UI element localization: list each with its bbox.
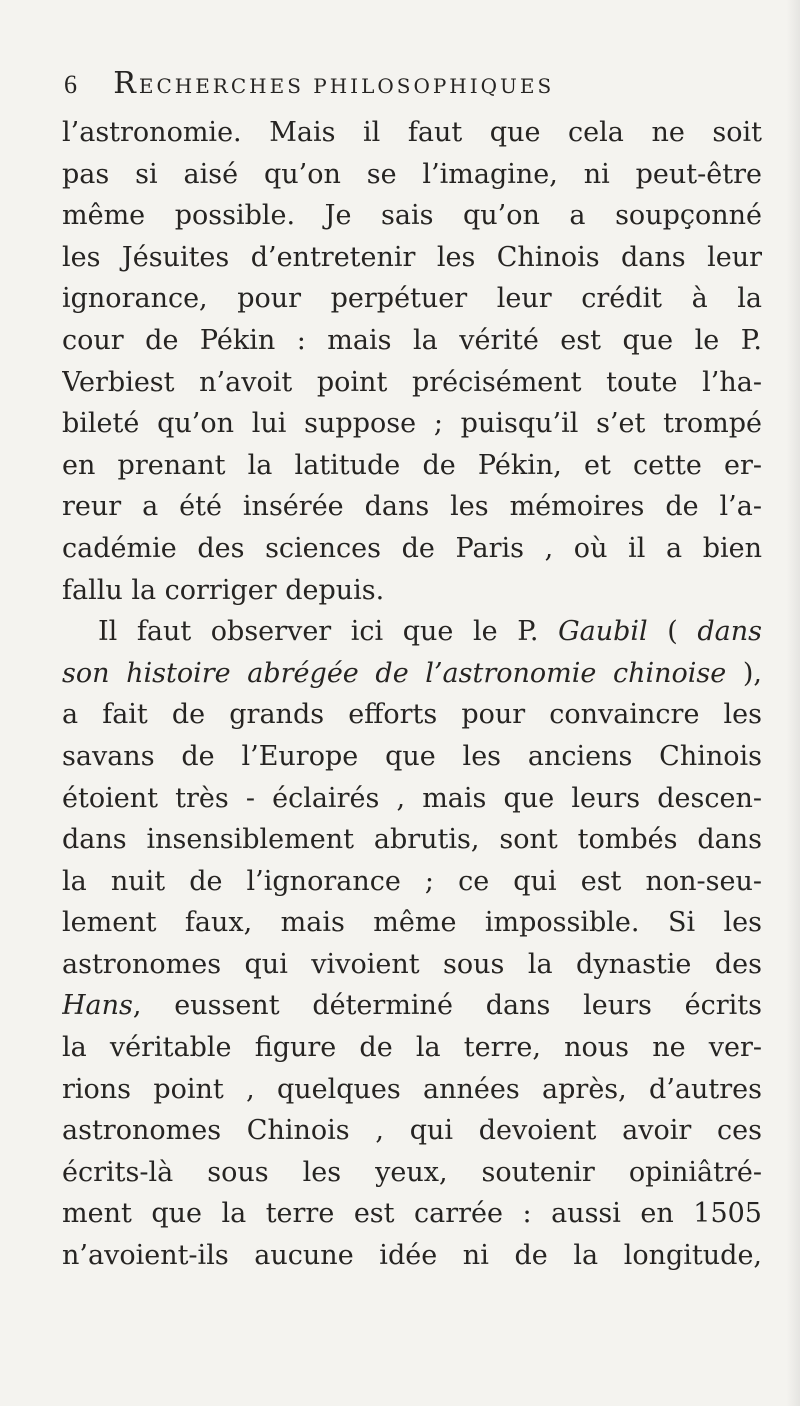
text-line: n’avoient-ils aucune idée ni de la longitude, <box>62 1240 762 1272</box>
text-line: ignorance, pour perpétuer leur crédit à la <box>62 283 762 315</box>
text-line: astronomes Chinois , qui devoient avoir ces <box>62 1115 762 1147</box>
text-line: les Jésuites d’entretenir les Chinois dans leur <box>62 241 762 273</box>
text-line <box>62 653 762 695</box>
text-line: ment que la terre est carrée : aussi en 1505 <box>62 1198 762 1230</box>
italic-text: dans <box>697 616 762 648</box>
page-number: 6 <box>64 70 80 99</box>
running-title-initial: R <box>113 66 139 101</box>
body-text <box>62 112 762 1277</box>
text-line: cour de Pékin : mais la vérité est que le P. <box>62 324 762 356</box>
author-name: Gaubil <box>558 616 648 648</box>
text-line: bileté qu’on lui suppose ; puisqu’il s’et trompé <box>62 408 762 440</box>
text-line: l’astronomie. Mais il faut que cela ne soit <box>62 117 762 148</box>
text-line: a fait de grands efforts pour convaincre les <box>62 699 762 731</box>
text-line: même possible. Je sais qu’on a soupçonné <box>62 200 762 232</box>
text-line: rions point , quelques années après, d’autres <box>62 1073 762 1105</box>
text-line: dans insensiblement abrutis, sont tombés dans <box>62 824 762 856</box>
text-line: Verbiest n’avoit point précisément toute l’ha- <box>62 366 762 398</box>
text-line: savans de l’Europe que les anciens Chinois <box>62 740 762 772</box>
text-line <box>62 985 762 1027</box>
text-line: cadémie des sciences de Paris , où il a bien <box>62 532 762 564</box>
text-line: astronomes qui vivoient sous la dynastie des <box>62 948 762 980</box>
page-spine-shadow <box>786 0 800 1406</box>
text-line: reur a été insérée dans les mémoires de l’a- <box>62 491 762 523</box>
text-segment: ), <box>726 657 762 689</box>
text-line: fallu la corriger depuis. <box>62 574 385 606</box>
running-title-rest: ECHERCHES PHILOSOPHIQUES <box>138 74 555 98</box>
running-header <box>64 66 764 102</box>
dynasty-name-italic: Hans <box>62 990 133 1022</box>
text-segment: , eussent déterminé dans leurs écrits <box>132 990 762 1022</box>
text-line: en prenant la latitude de Pékin, et cette er- <box>62 449 762 481</box>
text-line: étoient très - éclairés , mais que leurs descen- <box>62 782 762 814</box>
book-title-italic: son histoire abrégée de l’astronomie chinoise <box>62 657 727 689</box>
running-title <box>113 66 554 101</box>
text-line: lement faux, mais même impossible. Si les <box>62 907 762 939</box>
text-line: la véritable figure de la terre, nous ne ver- <box>62 1032 762 1064</box>
text-line: écrits-là sous les yeux, soutenir opiniâtré- <box>62 1156 762 1188</box>
text-segment: ( <box>647 616 698 648</box>
text-segment: Il faut observer ici que le P. <box>98 616 559 648</box>
paragraph-2-first-line <box>62 611 762 653</box>
text-line: pas si aisé qu’on se l’imagine, ni peut-être <box>62 158 762 190</box>
text-line: la nuit de l’ignorance ; ce qui est non-seu- <box>62 865 762 897</box>
